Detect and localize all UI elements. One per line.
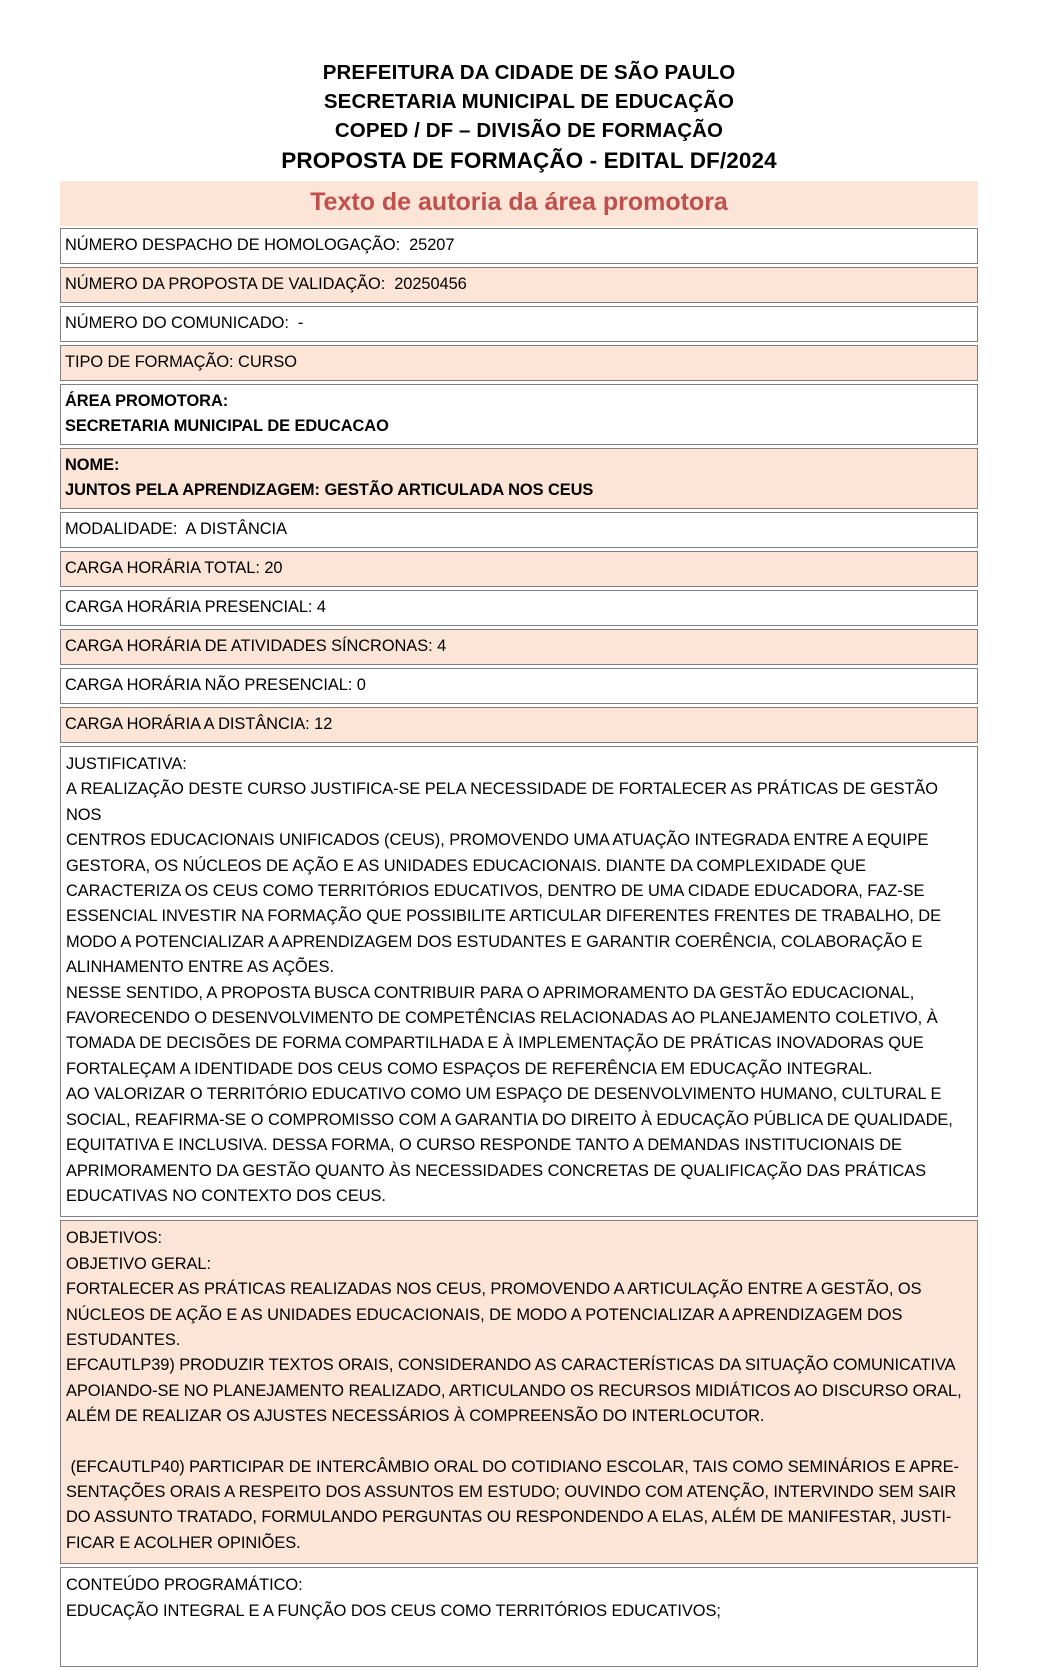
field-row-nome bbox=[60, 448, 978, 509]
field-row-ch-total bbox=[60, 551, 978, 587]
conteudo-body bbox=[66, 1599, 972, 1624]
fields-table bbox=[60, 228, 978, 1667]
justificativa-line: MODO A POTENCIALIZAR A APRENDIZAGEM DOS ESTUDANTES E GARANTIR COERÊNCIA, COLABORAÇÃO E bbox=[66, 932, 923, 951]
header-line-secretaria: SECRETARIA MUNICIPAL DE EDUCAÇÃO bbox=[323, 90, 735, 113]
objetivos-line: ALÉM DE REALIZAR OS AJUSTES NECESSÁRIOS À COMPREENSÃO DO INTERLOCUTOR. bbox=[66, 1407, 765, 1426]
header-line-proposta: PROPOSTA DE FORMAÇÃO - EDITAL DF/2024 bbox=[281, 148, 777, 173]
justificativa-line: SOCIAL, REAFIRMA-SE O COMPROMISSO COM A GARANTIA DO DIREITO À EDUCAÇÃO PÚBLICA DE QUALIDADE, bbox=[66, 1110, 953, 1129]
field-row-modalidade bbox=[60, 512, 978, 548]
section-justificativa bbox=[60, 746, 978, 1217]
field-proposta: NÚMERO DA PROPOSTA DE VALIDAÇÃO: 20250456 bbox=[65, 275, 467, 293]
field-nome-label: NOME: bbox=[65, 456, 120, 474]
field-row-ch-sincronas bbox=[60, 629, 978, 665]
section-title-text: Texto de autoria da área promotora bbox=[310, 188, 728, 216]
objetivo-geral-label: OBJETIVO GERAL: bbox=[66, 1254, 211, 1273]
field-row-ch-nao-presencial bbox=[60, 668, 978, 704]
field-tipo-formacao: TIPO DE FORMAÇÃO: CURSO bbox=[65, 353, 297, 371]
justificativa-line: EQUITATIVA E INCLUSIVA. DESSA FORMA, O CURSO RESPONDE TANTO A DEMANDAS INSTITUCIONAIS DE bbox=[66, 1136, 902, 1155]
section-title-band bbox=[60, 181, 978, 226]
field-comunicado: NÚMERO DO COMUNICADO: - bbox=[65, 314, 304, 332]
field-carga-horaria-nao-presencial: CARGA HORÁRIA NÃO PRESENCIAL: 0 bbox=[65, 676, 366, 694]
justificativa-line: CENTROS EDUCACIONAIS UNIFICADOS (CEUS), PROMOVENDO UMA ATUAÇÃO INTEGRADA ENTRE A EQUIPE bbox=[66, 831, 929, 850]
field-area-value: SECRETARIA MUNICIPAL DE EDUCACAO bbox=[65, 417, 389, 435]
objetivos-line: DO ASSUNTO TRATADO, FORMULANDO PERGUNTAS OU RESPONDENDO A ELAS, ALÉM DE MANIFESTAR, JUSTI- bbox=[66, 1508, 952, 1527]
objetivos-body bbox=[66, 1277, 972, 1556]
justificativa-line: APRIMORAMENTO DA GESTÃO QUANTO ÀS NECESSIDADES CONCRETAS DE QUALIFICAÇÃO DAS PRÁTICAS bbox=[66, 1161, 927, 1180]
field-row-proposta bbox=[60, 267, 978, 303]
field-carga-horaria-distancia: CARGA HORÁRIA A DISTÂNCIA: 12 bbox=[65, 715, 333, 733]
field-carga-horaria-sincronas: CARGA HORÁRIA DE ATIVIDADES SÍNCRONAS: 4 bbox=[65, 637, 447, 655]
objetivos-line: ESTUDANTES. bbox=[66, 1330, 181, 1349]
objetivos-line: SENTAÇÕES ORAIS A RESPEITO DOS ASSUNTOS EM ESTUDO; OUVINDO COM ATENÇÃO, INTERVINDO SEM SAIR bbox=[66, 1482, 957, 1501]
conteudo-label: CONTEÚDO PROGRAMÁTICO: bbox=[66, 1576, 303, 1595]
justificativa-line: AO VALORIZAR O TERRITÓRIO EDUCATIVO COMO UM ESPAÇO DE DESENVOLVIMENTO HUMANO, CULTURAL E bbox=[66, 1085, 942, 1104]
justificativa-line: NESSE SENTIDO, A PROPOSTA BUSCA CONTRIBUIR PARA O APRIMORAMENTO DA GESTÃO EDUCACIONAL, bbox=[66, 983, 915, 1002]
field-row-ch-presencial bbox=[60, 590, 978, 626]
field-modalidade: MODALIDADE: A DISTÂNCIA bbox=[65, 520, 287, 538]
field-carga-horaria-presencial: CARGA HORÁRIA PRESENCIAL: 4 bbox=[65, 598, 326, 616]
section-conteudo-programatico bbox=[60, 1567, 978, 1667]
justificativa-line: A REALIZAÇÃO DESTE CURSO JUSTIFICA-SE PELA NECESSIDADE DE FORTALECER AS PRÁTICAS DE GESTÃO NOS bbox=[66, 780, 943, 824]
field-nome-value: JUNTOS PELA APRENDIZAGEM: GESTÃO ARTICULADA NOS CEUS bbox=[65, 481, 594, 499]
field-row-comunicado bbox=[60, 306, 978, 342]
field-despacho: NÚMERO DESPACHO DE HOMOLOGAÇÃO: 25207 bbox=[65, 236, 455, 254]
objetivos-line: EFCAUTLP39) PRODUZIR TEXTOS ORAIS, CONSIDERANDO AS CARACTERÍSTICAS DA SITUAÇÃO COMUNICATIVA bbox=[66, 1356, 956, 1375]
document-header bbox=[0, 0, 1058, 176]
justificativa-line: TOMADA DE DECISÕES DE FORMA COMPARTILHADA E À IMPLEMENTAÇÃO DE PRÁTICAS INOVADORAS QUE bbox=[66, 1034, 924, 1053]
justificativa-body bbox=[66, 777, 972, 1209]
objetivos-line: FORTALECER AS PRÁTICAS REALIZADAS NOS CEUS, PROMOVENDO A ARTICULAÇÃO ENTRE A GESTÃO, OS bbox=[66, 1280, 922, 1299]
justificativa-line: GESTORA, OS NÚCLEOS DE AÇÃO E AS UNIDADES EDUCACIONAIS. DIANTE DA COMPLEXIDADE QUE bbox=[66, 856, 866, 875]
justificativa-line: FORTALEÇAM A IDENTIDADE DOS CEUS COMO ESPAÇOS DE REFERÊNCIA EM EDUCAÇÃO INTEGRAL. bbox=[66, 1059, 873, 1078]
objetivos-label: OBJETIVOS: bbox=[66, 1229, 163, 1248]
field-area-label: ÁREA PROMOTORA: bbox=[65, 392, 229, 410]
conteudo-line: EDUCAÇÃO INTEGRAL E A FUNÇÃO DOS CEUS COMO TERRITÓRIOS EDUCATIVOS; bbox=[66, 1601, 721, 1620]
justificativa-line: FAVORECENDO O DESENVOLVIMENTO DE COMPETÊNCIAS RELACIONADAS AO PLANEJAMENTO COLETIVO, À bbox=[66, 1009, 938, 1028]
field-row-tipo bbox=[60, 345, 978, 381]
field-carga-horaria-total: CARGA HORÁRIA TOTAL: 20 bbox=[65, 559, 283, 577]
objetivos-line: FICAR E ACOLHER OPINIÕES. bbox=[66, 1533, 301, 1552]
field-row-despacho bbox=[60, 228, 978, 264]
justificativa-line: EDUCATIVAS NO CONTEXTO DOS CEUS. bbox=[66, 1186, 386, 1205]
field-row-ch-distancia bbox=[60, 707, 978, 743]
section-objetivos bbox=[60, 1220, 978, 1564]
objetivos-line bbox=[66, 1430, 972, 1455]
header-line-prefeitura: PREFEITURA DA CIDADE DE SÃO PAULO bbox=[322, 61, 736, 84]
justificativa-label: JUSTIFICATIVA: bbox=[66, 755, 187, 773]
field-row-area-promotora bbox=[60, 384, 978, 445]
justificativa-line: CARACTERIZA OS CEUS COMO TERRITÓRIOS EDUCATIVOS, DENTRO DE UMA CIDADE EDUCADORA, FAZ-SE bbox=[66, 882, 925, 901]
objetivos-line: (EFCAUTLP40) PARTICIPAR DE INTERCÂMBIO ORAL DO COTIDIANO ESCOLAR, TAIS COMO SEMINÁRIOS E APRE- bbox=[66, 1457, 959, 1476]
header-line-coped: COPED / DF – DIVISÃO DE FORMAÇÃO bbox=[334, 119, 724, 142]
objetivos-line: NÚCLEOS DE AÇÃO E AS UNIDADES EDUCACIONAIS, DE MODO A POTENCIALIZAR A APRENDIZAGEM DOS bbox=[66, 1305, 903, 1324]
objetivos-line: APOIANDO-SE NO PLANEJAMENTO REALIZADO, ARTICULANDO OS RECURSOS MIDIÁTICOS AO DISCURSO ORAL, bbox=[66, 1381, 962, 1400]
justificativa-line: ESSENCIAL INVESTIR NA FORMAÇÃO QUE POSSIBILITE ARTICULAR DIFERENTES FRENTES DE TRABALHO, DE bbox=[66, 907, 941, 926]
justificativa-line: ALINHAMENTO ENTRE AS AÇÕES. bbox=[66, 958, 334, 977]
